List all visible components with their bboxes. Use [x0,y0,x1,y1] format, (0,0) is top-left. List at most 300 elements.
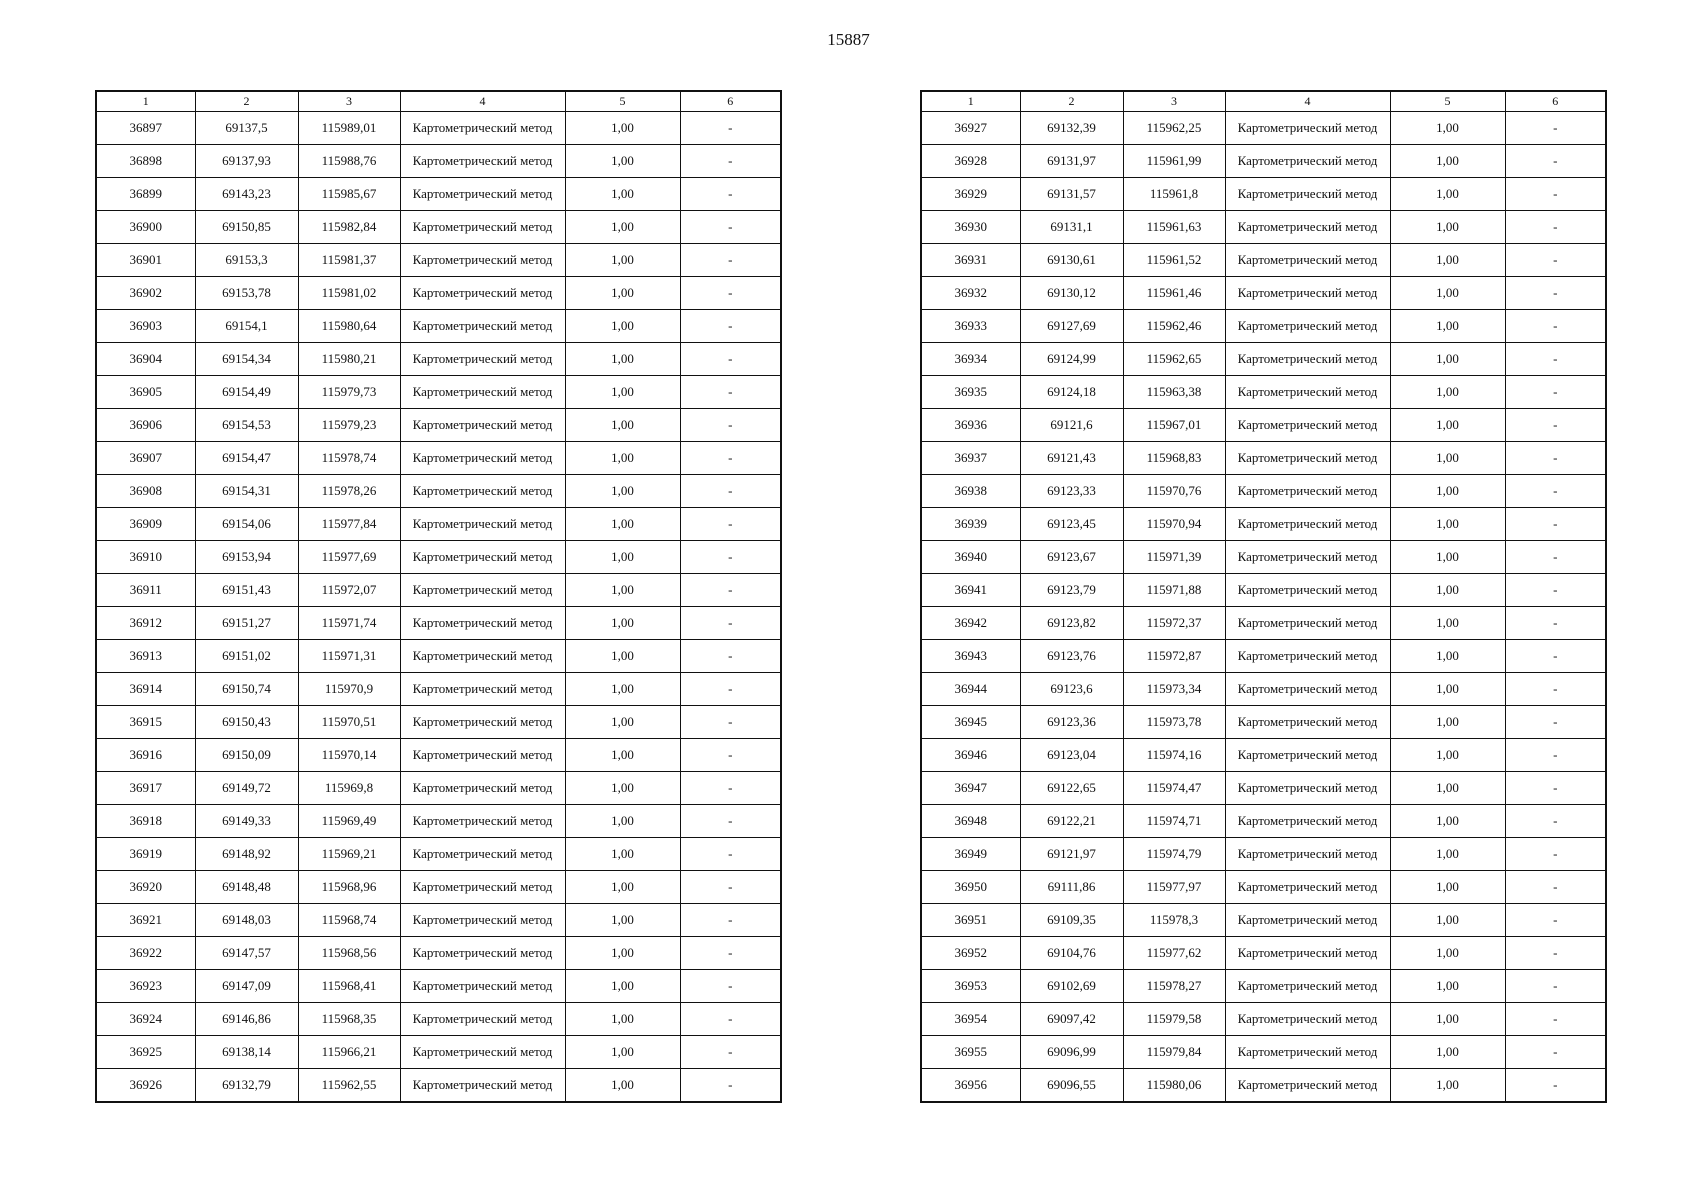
method-cell: Картометрический метод [400,475,565,508]
method-cell: Картометрический метод [400,310,565,343]
x-coordinate-cell: 69123,79 [1020,574,1123,607]
x-coordinate-cell: 69123,76 [1020,640,1123,673]
x-coordinate-cell: 69153,3 [195,244,298,277]
table-row [921,805,1606,838]
table-header-row [921,91,1606,112]
description-cell: - [680,211,781,244]
accuracy-cell: 1,00 [565,805,680,838]
table-row [921,673,1606,706]
table-row [96,1003,781,1036]
accuracy-cell: 1,00 [1390,706,1505,739]
description-cell: - [680,607,781,640]
description-cell: - [1505,343,1606,376]
accuracy-cell: 1,00 [1390,1003,1505,1036]
y-coordinate-cell: 115961,46 [1123,277,1225,310]
y-coordinate-cell: 115968,74 [298,904,400,937]
table-row [96,706,781,739]
table-row [96,178,781,211]
table-row [921,970,1606,1003]
description-cell: - [680,838,781,871]
point-number-cell: 36921 [96,904,195,937]
method-cell: Картометрический метод [1225,112,1390,145]
table-row [96,211,781,244]
y-coordinate-cell: 115966,21 [298,1036,400,1069]
table-row [921,541,1606,574]
description-cell: - [1505,178,1606,211]
description-cell: - [680,640,781,673]
point-number-cell: 36950 [921,871,1020,904]
table-row [921,904,1606,937]
table-row [96,244,781,277]
point-number-cell: 36947 [921,772,1020,805]
x-coordinate-cell: 69123,04 [1020,739,1123,772]
description-cell: - [680,541,781,574]
description-cell: - [1505,145,1606,178]
accuracy-cell: 1,00 [565,970,680,1003]
x-coordinate-cell: 69097,42 [1020,1003,1123,1036]
point-number-cell: 36917 [96,772,195,805]
table-header-row [96,91,781,112]
method-cell: Картометрический метод [400,178,565,211]
point-number-cell: 36954 [921,1003,1020,1036]
method-cell: Картометрический метод [1225,871,1390,904]
description-cell: - [1505,838,1606,871]
accuracy-cell: 1,00 [1390,475,1505,508]
accuracy-cell: 1,00 [565,112,680,145]
y-coordinate-cell: 115972,07 [298,574,400,607]
description-cell: - [1505,772,1606,805]
method-cell: Картометрический метод [1225,475,1390,508]
x-coordinate-cell: 69154,49 [195,376,298,409]
y-coordinate-cell: 115985,67 [298,178,400,211]
table-row [96,310,781,343]
x-coordinate-cell: 69147,09 [195,970,298,1003]
method-cell: Картометрический метод [1225,442,1390,475]
y-coordinate-cell: 115968,96 [298,871,400,904]
point-number-cell: 36944 [921,673,1020,706]
point-number-cell: 36915 [96,706,195,739]
method-cell: Картометрический метод [1225,178,1390,211]
table-row [96,409,781,442]
description-cell: - [680,310,781,343]
y-coordinate-cell: 115971,39 [1123,541,1225,574]
point-number-cell: 36930 [921,211,1020,244]
accuracy-cell: 1,00 [1390,805,1505,838]
accuracy-cell: 1,00 [565,1036,680,1069]
table-row [96,805,781,838]
x-coordinate-cell: 69150,74 [195,673,298,706]
point-number-cell: 36902 [96,277,195,310]
accuracy-cell: 1,00 [1390,112,1505,145]
y-coordinate-cell: 115974,47 [1123,772,1225,805]
accuracy-cell: 1,00 [565,244,680,277]
accuracy-cell: 1,00 [1390,838,1505,871]
method-cell: Картометрический метод [400,244,565,277]
table-row [921,871,1606,904]
y-coordinate-cell: 115971,88 [1123,574,1225,607]
description-cell: - [680,343,781,376]
column-header: 2 [1020,91,1123,112]
method-cell: Картометрический метод [1225,904,1390,937]
accuracy-cell: 1,00 [565,145,680,178]
method-cell: Картометрический метод [400,145,565,178]
description-cell: - [1505,310,1606,343]
y-coordinate-cell: 115972,37 [1123,607,1225,640]
method-cell: Картометрический метод [1225,574,1390,607]
point-number-cell: 36935 [921,376,1020,409]
table-row [96,574,781,607]
accuracy-cell: 1,00 [1390,1069,1505,1103]
table-row [921,772,1606,805]
y-coordinate-cell: 115968,56 [298,937,400,970]
y-coordinate-cell: 115968,83 [1123,442,1225,475]
point-number-cell: 36924 [96,1003,195,1036]
y-coordinate-cell: 115977,69 [298,541,400,574]
table-row [921,838,1606,871]
accuracy-cell: 1,00 [1390,145,1505,178]
x-coordinate-cell: 69148,92 [195,838,298,871]
point-number-cell: 36907 [96,442,195,475]
method-cell: Картометрический метод [1225,343,1390,376]
point-number-cell: 36899 [96,178,195,211]
point-number-cell: 36933 [921,310,1020,343]
description-cell: - [680,409,781,442]
method-cell: Картометрический метод [1225,145,1390,178]
table-row [921,442,1606,475]
y-coordinate-cell: 115978,3 [1123,904,1225,937]
description-cell: - [1505,475,1606,508]
table-row [921,1003,1606,1036]
method-cell: Картометрический метод [400,904,565,937]
point-number-cell: 36941 [921,574,1020,607]
accuracy-cell: 1,00 [565,640,680,673]
column-header: 6 [680,91,781,112]
x-coordinate-cell: 69138,14 [195,1036,298,1069]
x-coordinate-cell: 69130,12 [1020,277,1123,310]
x-coordinate-cell: 69154,31 [195,475,298,508]
x-coordinate-cell: 69127,69 [1020,310,1123,343]
table-row [921,145,1606,178]
column-header: 4 [400,91,565,112]
y-coordinate-cell: 115970,94 [1123,508,1225,541]
x-coordinate-cell: 69132,39 [1020,112,1123,145]
method-cell: Картометрический метод [400,574,565,607]
table-row [96,739,781,772]
accuracy-cell: 1,00 [565,409,680,442]
description-cell: - [680,739,781,772]
description-cell: - [1505,640,1606,673]
table-row [921,937,1606,970]
accuracy-cell: 1,00 [1390,772,1505,805]
y-coordinate-cell: 115977,97 [1123,871,1225,904]
method-cell: Картометрический метод [400,409,565,442]
description-cell: - [680,178,781,211]
point-number-cell: 36946 [921,739,1020,772]
table-row [921,112,1606,145]
description-cell: - [1505,673,1606,706]
accuracy-cell: 1,00 [565,310,680,343]
point-number-cell: 36943 [921,640,1020,673]
column-header: 1 [96,91,195,112]
point-number-cell: 36913 [96,640,195,673]
table-row [96,871,781,904]
point-number-cell: 36905 [96,376,195,409]
x-coordinate-cell: 69123,6 [1020,673,1123,706]
y-coordinate-cell: 115978,26 [298,475,400,508]
x-coordinate-cell: 69124,99 [1020,343,1123,376]
point-number-cell: 36908 [96,475,195,508]
description-cell: - [1505,211,1606,244]
point-number-cell: 36956 [921,1069,1020,1103]
accuracy-cell: 1,00 [565,211,680,244]
point-number-cell: 36945 [921,706,1020,739]
point-number-cell: 36932 [921,277,1020,310]
x-coordinate-cell: 69148,48 [195,871,298,904]
x-coordinate-cell: 69154,06 [195,508,298,541]
accuracy-cell: 1,00 [565,904,680,937]
accuracy-cell: 1,00 [1390,904,1505,937]
table-row [96,376,781,409]
accuracy-cell: 1,00 [565,937,680,970]
x-coordinate-cell: 69150,85 [195,211,298,244]
method-cell: Картометрический метод [400,805,565,838]
method-cell: Картометрический метод [400,277,565,310]
x-coordinate-cell: 69130,61 [1020,244,1123,277]
y-coordinate-cell: 115970,14 [298,739,400,772]
table-row [96,277,781,310]
description-cell: - [680,706,781,739]
x-coordinate-cell: 69137,5 [195,112,298,145]
table-row [921,1036,1606,1069]
point-number-cell: 36909 [96,508,195,541]
description-cell: - [1505,409,1606,442]
method-cell: Картометрический метод [400,937,565,970]
description-cell: - [680,970,781,1003]
description-cell: - [680,1069,781,1103]
y-coordinate-cell: 115962,65 [1123,343,1225,376]
point-number-cell: 36939 [921,508,1020,541]
description-cell: - [1505,706,1606,739]
accuracy-cell: 1,00 [1390,310,1505,343]
x-coordinate-cell: 69131,97 [1020,145,1123,178]
x-coordinate-cell: 69131,1 [1020,211,1123,244]
method-cell: Картометрический метод [1225,640,1390,673]
point-number-cell: 36912 [96,607,195,640]
method-cell: Картометрический метод [1225,376,1390,409]
column-header: 6 [1505,91,1606,112]
table-row [96,145,781,178]
method-cell: Картометрический метод [1225,211,1390,244]
y-coordinate-cell: 115961,52 [1123,244,1225,277]
x-coordinate-cell: 69109,35 [1020,904,1123,937]
table-row [96,1069,781,1103]
description-cell: - [1505,244,1606,277]
description-cell: - [680,1003,781,1036]
x-coordinate-cell: 69149,72 [195,772,298,805]
point-number-cell: 36920 [96,871,195,904]
column-header: 5 [565,91,680,112]
point-number-cell: 36919 [96,838,195,871]
table-row [921,1069,1606,1103]
table-row [921,211,1606,244]
method-cell: Картометрический метод [1225,1069,1390,1103]
method-cell: Картометрический метод [1225,541,1390,574]
table-row [96,838,781,871]
y-coordinate-cell: 115972,87 [1123,640,1225,673]
accuracy-cell: 1,00 [1390,277,1505,310]
point-number-cell: 36911 [96,574,195,607]
point-number-cell: 36901 [96,244,195,277]
y-coordinate-cell: 115963,38 [1123,376,1225,409]
accuracy-cell: 1,00 [1390,673,1505,706]
method-cell: Картометрический метод [400,871,565,904]
point-number-cell: 36903 [96,310,195,343]
method-cell: Картометрический метод [400,211,565,244]
description-cell: - [680,145,781,178]
accuracy-cell: 1,00 [565,376,680,409]
x-coordinate-cell: 69123,36 [1020,706,1123,739]
table-row [96,970,781,1003]
method-cell: Картометрический метод [400,706,565,739]
method-cell: Картометрический метод [400,508,565,541]
table-row [96,640,781,673]
y-coordinate-cell: 115961,63 [1123,211,1225,244]
point-number-cell: 36938 [921,475,1020,508]
accuracy-cell: 1,00 [1390,409,1505,442]
x-coordinate-cell: 69148,03 [195,904,298,937]
table-row [921,376,1606,409]
table-row [96,1036,781,1069]
x-coordinate-cell: 69121,97 [1020,838,1123,871]
y-coordinate-cell: 115973,78 [1123,706,1225,739]
description-cell: - [680,937,781,970]
method-cell: Картометрический метод [400,1069,565,1103]
x-coordinate-cell: 69123,67 [1020,541,1123,574]
y-coordinate-cell: 115973,34 [1123,673,1225,706]
accuracy-cell: 1,00 [1390,1036,1505,1069]
point-number-cell: 36910 [96,541,195,574]
y-coordinate-cell: 115980,64 [298,310,400,343]
y-coordinate-cell: 115961,99 [1123,145,1225,178]
accuracy-cell: 1,00 [565,442,680,475]
accuracy-cell: 1,00 [565,1069,680,1103]
point-number-cell: 36952 [921,937,1020,970]
method-cell: Картометрический метод [1225,508,1390,541]
method-cell: Картометрический метод [400,442,565,475]
point-number-cell: 36948 [921,805,1020,838]
x-coordinate-cell: 69123,82 [1020,607,1123,640]
x-coordinate-cell: 69153,78 [195,277,298,310]
point-number-cell: 36925 [96,1036,195,1069]
description-cell: - [1505,277,1606,310]
method-cell: Картометрический метод [400,112,565,145]
description-cell: - [680,277,781,310]
method-cell: Картометрический метод [400,739,565,772]
y-coordinate-cell: 115979,73 [298,376,400,409]
method-cell: Картометрический метод [1225,739,1390,772]
description-cell: - [680,772,781,805]
point-number-cell: 36934 [921,343,1020,376]
method-cell: Картометрический метод [400,970,565,1003]
x-coordinate-cell: 69153,94 [195,541,298,574]
x-coordinate-cell: 69132,79 [195,1069,298,1103]
x-coordinate-cell: 69143,23 [195,178,298,211]
description-cell: - [1505,871,1606,904]
table-row [96,475,781,508]
description-cell: - [680,805,781,838]
accuracy-cell: 1,00 [565,1003,680,1036]
method-cell: Картометрический метод [1225,1003,1390,1036]
x-coordinate-cell: 69149,33 [195,805,298,838]
point-number-cell: 36951 [921,904,1020,937]
method-cell: Картометрический метод [1225,772,1390,805]
y-coordinate-cell: 115962,46 [1123,310,1225,343]
description-cell: - [680,508,781,541]
method-cell: Картометрический метод [400,541,565,574]
description-cell: - [680,871,781,904]
point-number-cell: 36942 [921,607,1020,640]
accuracy-cell: 1,00 [1390,244,1505,277]
accuracy-cell: 1,00 [565,673,680,706]
description-cell: - [1505,904,1606,937]
accuracy-cell: 1,00 [565,706,680,739]
description-cell: - [1505,574,1606,607]
method-cell: Картометрический метод [400,343,565,376]
table-row [921,409,1606,442]
method-cell: Картометрический метод [1225,937,1390,970]
y-coordinate-cell: 115980,06 [1123,1069,1225,1103]
point-number-cell: 36953 [921,970,1020,1003]
x-coordinate-cell: 69122,21 [1020,805,1123,838]
y-coordinate-cell: 115962,55 [298,1069,400,1103]
y-coordinate-cell: 115968,41 [298,970,400,1003]
method-cell: Картометрический метод [400,376,565,409]
x-coordinate-cell: 69154,53 [195,409,298,442]
accuracy-cell: 1,00 [565,277,680,310]
table-row [96,541,781,574]
x-coordinate-cell: 69096,55 [1020,1069,1123,1103]
column-header: 4 [1225,91,1390,112]
table-row [921,310,1606,343]
point-number-cell: 36927 [921,112,1020,145]
x-coordinate-cell: 69122,65 [1020,772,1123,805]
point-number-cell: 36936 [921,409,1020,442]
x-coordinate-cell: 69096,99 [1020,1036,1123,1069]
x-coordinate-cell: 69154,1 [195,310,298,343]
point-number-cell: 36900 [96,211,195,244]
x-coordinate-cell: 69151,43 [195,574,298,607]
description-cell: - [680,244,781,277]
method-cell: Картометрический метод [1225,673,1390,706]
accuracy-cell: 1,00 [565,343,680,376]
y-coordinate-cell: 115979,84 [1123,1036,1225,1069]
x-coordinate-cell: 69102,69 [1020,970,1123,1003]
y-coordinate-cell: 115967,01 [1123,409,1225,442]
method-cell: Картометрический метод [400,772,565,805]
accuracy-cell: 1,00 [565,871,680,904]
description-cell: - [1505,541,1606,574]
y-coordinate-cell: 115974,79 [1123,838,1225,871]
method-cell: Картометрический метод [1225,310,1390,343]
table-row [96,607,781,640]
y-coordinate-cell: 115977,62 [1123,937,1225,970]
table-row [921,640,1606,673]
method-cell: Картометрический метод [1225,706,1390,739]
accuracy-cell: 1,00 [565,541,680,574]
column-header: 5 [1390,91,1505,112]
point-number-cell: 36949 [921,838,1020,871]
description-cell: - [680,574,781,607]
